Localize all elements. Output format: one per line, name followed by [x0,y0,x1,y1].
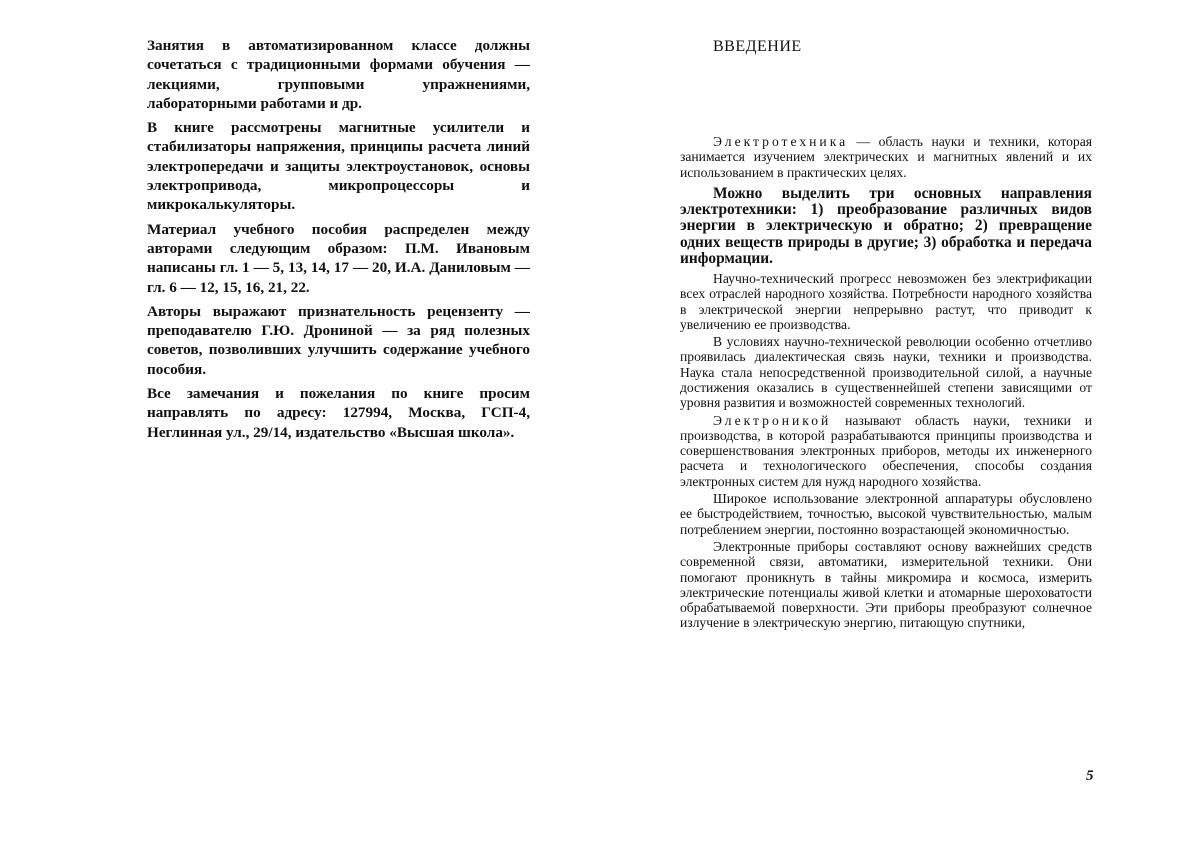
term-electronics: Электроникой [713,413,831,428]
right-paragraph-7: Электронные приборы составляют основу важнейших средств современной связи, автоматики, измерительной техники. Они помогают проникнуть в тайны микромира и космоса, измерить электрические потенциалы живой клетки и атомарные шероховатости обрабатываемой поверхности. Эти приборы преобразуют солнечное излучение в электрическую энергию, питающую спутники, [680,539,1092,631]
page-number: 5 [1086,768,1094,785]
right-paragraph-2: Можно выделить три основных направления электротехники: 1) преобразование различных видов энергии в электрическую и обратно; 2) превращение одних веществ природы в другие; 3) обработка и передача информации. [680,186,1092,267]
right-page [680,36,1092,631]
right-paragraph-5-text: называют область науки, техники и производства, в которой разрабатываются принципы производства и совершенствования электронных приборов, методы их инженерного расчета и технологического обеспечения, способы создания электронных систем для нужд народного хозяйства. [680,413,1092,489]
left-paragraph-4: Авторы выражают признательность рецензенту — преподавателю Г.Ю. Дрониной — за ряд полезных советов, позволивших улучшить содержание учебного пособия. [147,302,530,379]
right-page-body [680,134,1092,631]
left-paragraph-5: Все замечания и пожелания по книге просим направлять по адресу: 127994, Москва, ГСП-4, Неглинная ул., 29/14, издательство «Высшая школа». [147,384,530,442]
right-paragraph-6: Широкое использование электронной аппаратуры обусловлено ее быстродействием, точностью, высокой чувствительностью, малым потреблением энергии, постоянно возрастающей экономичностью. [680,491,1092,537]
right-paragraph-1 [680,134,1092,180]
right-paragraph-3: Научно-технический прогресс невозможен без электрификации всех отраслей народного хозяйства. Потребности народного хозяйства в электрической энергии непрерывно растут, что приводит к увеличению ее производства. [680,271,1092,332]
term-electrotechnics: Электротехника [713,134,848,149]
book-spread [0,0,1200,854]
chapter-heading: ВВЕДЕНИЕ [713,38,1092,56]
left-paragraph-3: Материал учебного пособия распределен между авторами следующим образом: П.М. Ивановым написаны гл. 1 — 5, 13, 14, 17 — 20, И.А. Даниловым — гл. 6 — 12, 15, 16, 21, 22. [147,220,530,297]
left-paragraph-2: В книге рассмотрены магнитные усилители и стабилизаторы напряжения, принципы расчета линий электропередачи и защиты электроустановок, основы электропривода, микропроцессоры и микрокалькуляторы. [147,118,530,214]
left-page [147,36,530,442]
right-paragraph-5 [680,413,1092,489]
right-paragraph-4: В условиях научно-технической революции особенно отчетливо проявилась диалектическая связь науки, техники и производства. Наука стала непосредственной производительной силой, а научные достижения оказались в существеннейшей степени зависящими от уровня развития и возможностей современных технологий. [680,334,1092,410]
left-paragraph-1: Занятия в автоматизированном классе должны сочетаться с традиционными формами обучения — лекциями, групповыми упражнениями, лабораторными работами и др. [147,36,530,113]
right-paragraph-1-text: — область науки и техники, которая занимается изучением электрических и магнитных явлений и их использованием в практических целях. [680,134,1092,180]
